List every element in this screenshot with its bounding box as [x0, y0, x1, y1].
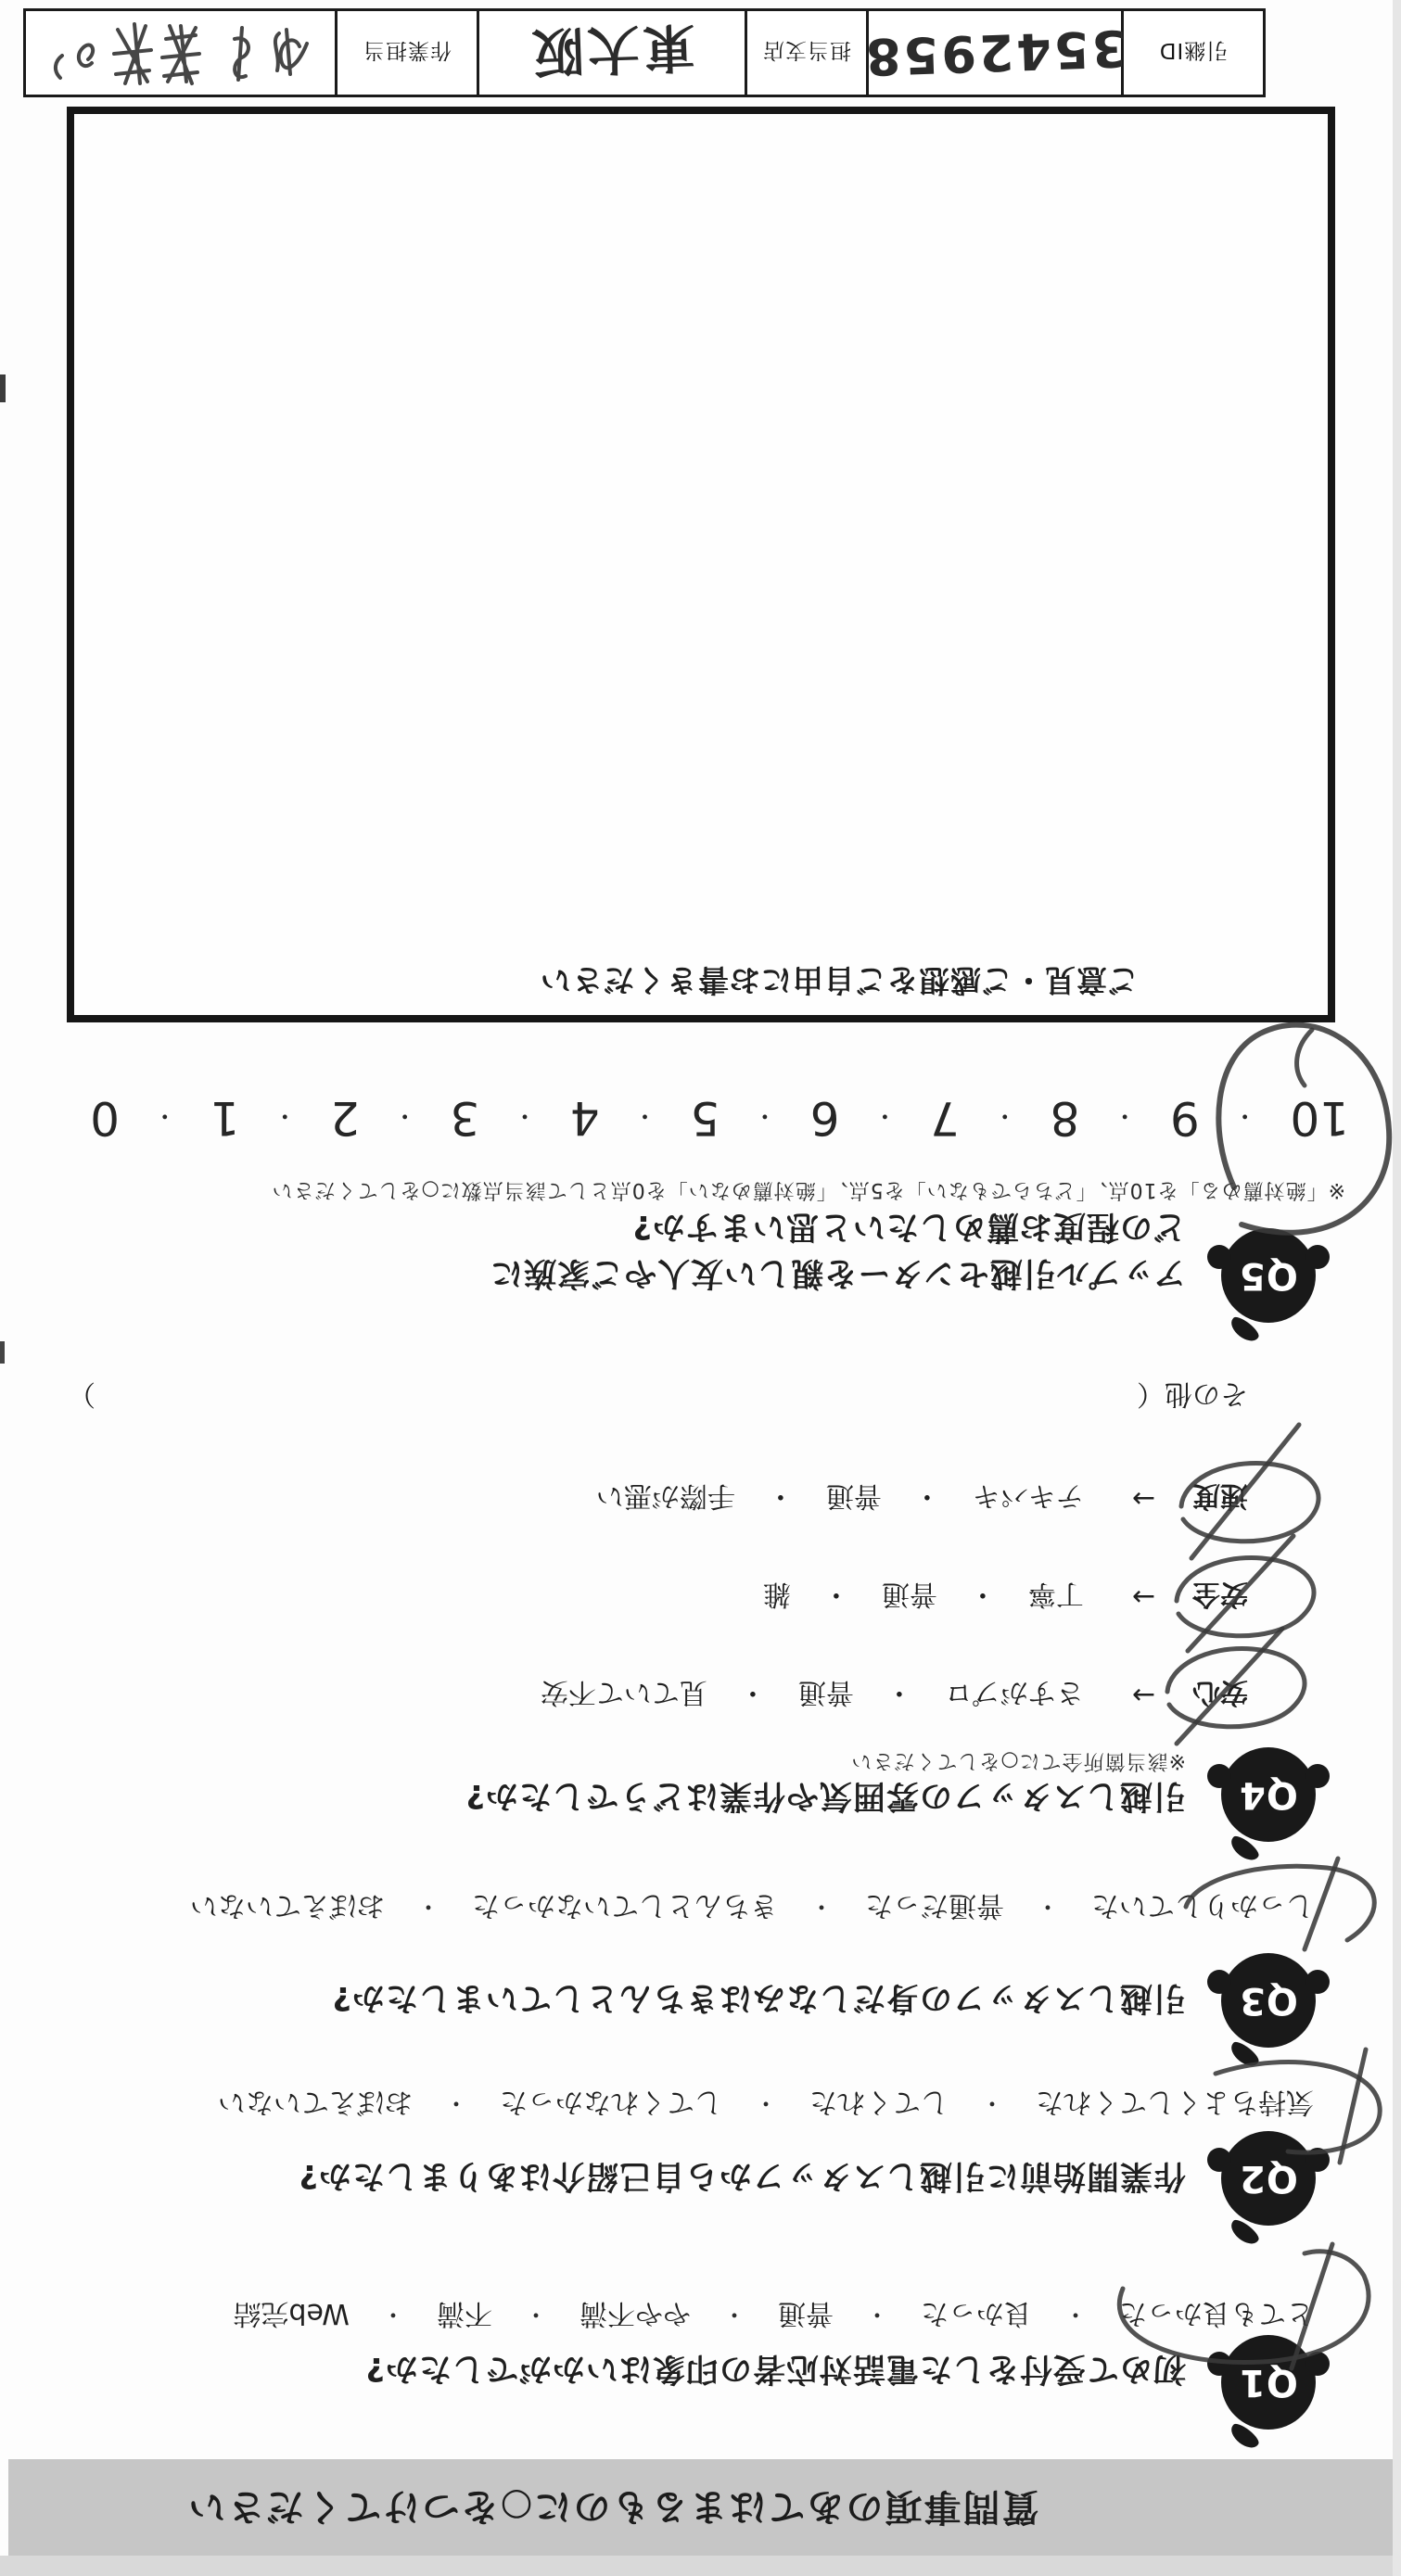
handwritten-circle-q5-score10	[1218, 1025, 1389, 1233]
option-text: テキパキ	[972, 1479, 1084, 1512]
separator-dot: ・	[753, 2088, 778, 2117]
separator-dot: ・	[752, 1101, 777, 1130]
handwritten-hook-q5	[1297, 1030, 1312, 1085]
option-text: 6	[809, 1091, 840, 1145]
branch-label: 担当支店	[762, 38, 851, 63]
option-text: しっかりしていた	[1091, 1889, 1314, 1922]
q5-question-line2: どの程度お薦めしたいと思いますか?	[631, 1208, 1186, 1245]
separator-dot: ・	[721, 2300, 746, 2329]
separator-dot: ・	[912, 1479, 941, 1512]
separator-dot: ・	[864, 2300, 889, 2329]
q4-row-label: 速度	[1192, 1479, 1248, 1512]
q2-badge-label: Q2	[1239, 2157, 1298, 2200]
q3-badge-label: Q3	[1239, 1979, 1298, 2022]
separator-dot: ・	[392, 1101, 417, 1130]
option-text: 8	[1050, 1091, 1080, 1145]
separator-dot: ・	[766, 1479, 795, 1512]
separator-dot: ・	[632, 1101, 657, 1130]
q3-question-text: 引越しスタッフの身だしなみはきちんとしていましたか?	[331, 1979, 1186, 2016]
separator-dot: ・	[1035, 1892, 1060, 1921]
q1-badge-label: Q1	[1239, 2361, 1298, 2404]
q4-other-close: ）	[68, 1377, 96, 1410]
arrow-right-icon: →	[1131, 1482, 1155, 1516]
option-text: 5	[690, 1091, 720, 1145]
arrow-right-icon: →	[1131, 1580, 1155, 1614]
handwritten-stroke-q3	[1305, 1859, 1338, 1949]
separator-dot: ・	[992, 1101, 1017, 1130]
option-text: してくれた	[809, 2086, 949, 2118]
q4-row-label: 安心	[1192, 1676, 1248, 1708]
option-text: おぼえていない	[217, 2086, 413, 2118]
separator-dot: ・	[523, 2300, 548, 2329]
option-text: 見ていて不安	[540, 1676, 707, 1708]
option-text: 普通だった	[864, 1889, 1004, 1922]
handwritten-branch-value: 東大阪	[527, 15, 696, 82]
separator-dot: ・	[152, 1101, 177, 1130]
option-text: 気持ちよくしてくれた	[1036, 2086, 1314, 2118]
option-text: 4	[569, 1091, 600, 1145]
separator-dot: ・	[809, 1892, 834, 1921]
separator-dot: ・	[513, 1101, 538, 1130]
q4-other-label: その他（	[1137, 1377, 1248, 1410]
option-text: 3	[450, 1091, 480, 1145]
scan-right-band	[1393, 0, 1401, 2576]
handwritten-id-value: 3542958	[861, 19, 1128, 87]
handwritten-stroke-q4-row3	[1191, 1425, 1299, 1558]
option-text: 普通	[797, 1676, 854, 1708]
option-text: Web完結	[233, 2297, 350, 2329]
option-text: きちんとしていなかった	[471, 1889, 778, 1922]
separator-dot: ・	[443, 2088, 468, 2117]
option-text: 手際が悪い	[595, 1479, 735, 1512]
separator-dot: ・	[968, 1578, 997, 1610]
q5-note: ※「絶対薦める」を10点、「どちらでもない」を5点、「絶対薦めない」を0点として該当点数に○をしてください	[271, 1178, 1345, 1201]
option-text: 0	[90, 1091, 120, 1145]
option-text: やや不満	[579, 2297, 691, 2329]
staff-label: 作業担当	[363, 38, 452, 63]
option-text: おぼえていない	[189, 1889, 385, 1922]
separator-dot: ・	[415, 1892, 440, 1921]
option-text: とても良かった	[1119, 2297, 1314, 2329]
scan-edge-mark	[0, 1341, 5, 1364]
separator-dot: ・	[1113, 1101, 1138, 1130]
handwritten-circle-q2-option	[1216, 2062, 1380, 2153]
q4-badge-label: Q4	[1239, 1773, 1298, 1816]
option-text: 普通	[777, 2297, 834, 2329]
handwritten-circle-q1-option	[1119, 2252, 1369, 2363]
handwritten-circle-q4-row1-label	[1167, 1649, 1305, 1727]
option-text: さすがプロ	[944, 1676, 1084, 1708]
q5-badge-label: Q5	[1239, 1254, 1298, 1297]
option-text: 普通	[881, 1578, 937, 1610]
separator-dot: ・	[979, 2088, 1004, 2117]
option-text: 丁寧	[1027, 1578, 1084, 1610]
q5-question-line1: アップル引越センターを親しい友人やご家族に	[490, 1254, 1186, 1291]
option-text: 10	[1290, 1091, 1349, 1145]
option-text: 1	[210, 1091, 240, 1145]
comment-box-label: ご意見・ご感想をご自由にお書きください	[540, 962, 1139, 998]
option-text: してくれなかった	[499, 2086, 722, 2118]
separator-dot: ・	[872, 1101, 898, 1130]
separator-dot: ・	[273, 1101, 298, 1130]
q4-note: ※該当箇所全てに○をしてください	[850, 1749, 1186, 1772]
option-text: 不満	[436, 2297, 492, 2329]
option-text: 7	[930, 1091, 960, 1145]
handwritten-circle-q4-row3-label	[1181, 1464, 1318, 1542]
id-label: 引継ID	[1158, 38, 1229, 63]
q4-question-text: 引越しスタッフの雰囲気や作業はどうでしたか?	[465, 1777, 1186, 1814]
q2-question-text: 作業開始前に引越しスタッフから自己紹介はありましたか?	[298, 2157, 1186, 2194]
separator-dot: ・	[1232, 1101, 1257, 1130]
q4-row-label: 安全	[1192, 1578, 1248, 1610]
option-text: 2	[330, 1091, 360, 1145]
q1-question-text: 初めて受付をした電話対応者の印象はいかがでしたか?	[364, 2350, 1186, 2387]
separator-dot: ・	[380, 2300, 405, 2329]
scan-bottom-band	[0, 2556, 1401, 2576]
handwritten-circle-q3-option	[1186, 1866, 1374, 1940]
handwritten-circle-q4-row2-label	[1177, 1558, 1314, 1636]
option-text: 普通	[825, 1479, 882, 1512]
separator-dot: ・	[738, 1676, 767, 1708]
separator-dot: ・	[885, 1676, 913, 1708]
separator-dot: ・	[1063, 2300, 1088, 2329]
option-text: 9	[1169, 1091, 1200, 1145]
separator-dot: ・	[821, 1578, 850, 1610]
option-text: 雑	[762, 1578, 791, 1610]
option-text: 良かった	[920, 2297, 1032, 2329]
title-bar-text: 質問事項のあてはまるものに○をつけてください	[186, 2485, 1039, 2529]
arrow-right-icon: →	[1131, 1679, 1155, 1712]
scan-edge-mark	[0, 374, 6, 402]
